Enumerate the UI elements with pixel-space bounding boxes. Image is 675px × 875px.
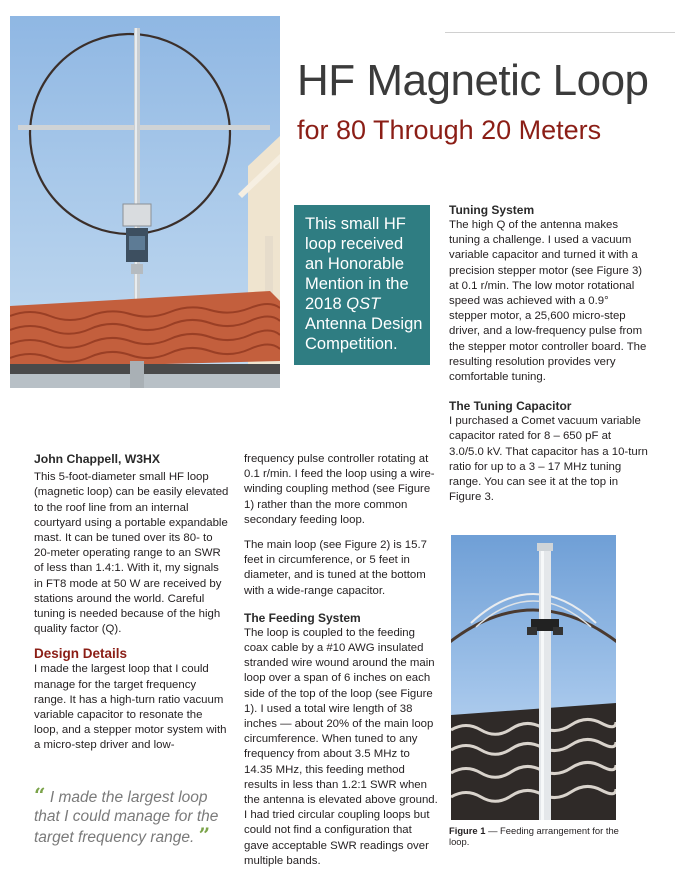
figure-1-label: Figure 1	[449, 825, 486, 836]
col2-paragraph-1: frequency pulse controller rotating at 0.1 r/min. I feed the loop using a wire-winding coupling method (see Figure 1) rather than the more common secondary feeding loop.	[244, 453, 435, 526]
loop-antenna-illustration	[10, 16, 280, 388]
hero-photo	[10, 16, 280, 388]
close-quote-icon: ”	[198, 823, 211, 847]
capacitor-paragraph: I purchased a Comet vacuum variable capacitor rated for 8 – 650 pF at 3.0/5.0 kV. That capacitor has a 10-turn ratio for up to a 3 – 17 MHz tuning range. You can see it at the top in Figure 3.	[449, 415, 648, 504]
open-quote-icon: “	[34, 783, 46, 807]
pull-quote	[34, 783, 228, 847]
callout-box	[294, 205, 430, 365]
callout-text: This small HF loop received an Honorable Mention in the 2018	[305, 215, 409, 313]
capacitor-heading: The Tuning Capacitor	[449, 399, 572, 414]
tuning-heading: Tuning System	[449, 203, 535, 217]
feeding-heading: The Feeding System	[244, 610, 361, 625]
article-title: HF Magnetic Loop	[297, 56, 649, 105]
design-heading: Design Details	[34, 646, 128, 662]
column-2	[244, 452, 439, 869]
callout-italic: QST	[346, 295, 381, 313]
figure-1-caption-text: — Feeding arrangement for the loop.	[449, 825, 619, 847]
intro-paragraph: This 5-foot-diameter small HF loop (magnetic loop) can be easily elevated to the roof line from an internal courtyard using a portable expandable mast. It can be tuned over its 80- to 20-meter operating range to an SWR of less than 1.4:1. With it, my signals in FT8 mode at 50 W are received by stations around the world. Careful tuning is needed because of the high quality factor (Q).	[34, 471, 229, 636]
figure-1-photo	[451, 535, 616, 820]
feed-arrangement-illustration	[451, 535, 616, 820]
callout-text-end: Antenna Design Competition.	[305, 315, 423, 353]
header-rule	[445, 32, 675, 33]
design-paragraph: I made the largest loop that I could manage for the target frequency range. It has a high-turn ratio vacuum variable capacitor to resonate the loop, and a stepper motor system with a micro-step driver and low-	[34, 663, 227, 752]
article-subtitle: for 80 Through 20 Meters	[297, 115, 602, 145]
column-3	[449, 203, 649, 505]
figure-1-caption	[449, 825, 624, 847]
author-byline: John Chappell, W3HX	[34, 452, 160, 466]
column-1	[34, 452, 229, 754]
col2-paragraph-2: The main loop (see Figure 2) is 15.7 feet in circumference, or 5 feet in diameter, and is tuned at the bottom with a wide-range capacitor.	[244, 539, 427, 597]
tuning-paragraph: The high Q of the antenna makes tuning a challenge. I used a vacuum variable capacitor and turned it with a precision stepper motor (see Figure 3) at 0.1 r/min. The low motor rotational speed was achieved with a 0.9° stepper motor, a 25,600 micro-step driver, and a low-frequency pulse from the stepper motor controller board. The resulting resolution provides very comfortable tuning.	[449, 219, 647, 384]
pull-quote-text: I made the largest loop that I could manage for the target frequency range.	[34, 789, 219, 846]
feeding-paragraph: The loop is coupled to the feeding coax cable by a #10 AWG insulated stranded wire wound around the main loop over a span of 6 inches on each side of the top of the loop (see Figure 1). I used a total wire length of 38 inches — about 20% of the main loop circumference. When tuned to any frequency from about 3.5 MHz to 14.35 MHz, this feeding method results in less than 1.2:1 SWR when the antenna is elevated above ground. I had tried circular coupling loops but could not find a configuration that gave acceptable SWR readings over multiple bands.	[244, 626, 438, 867]
